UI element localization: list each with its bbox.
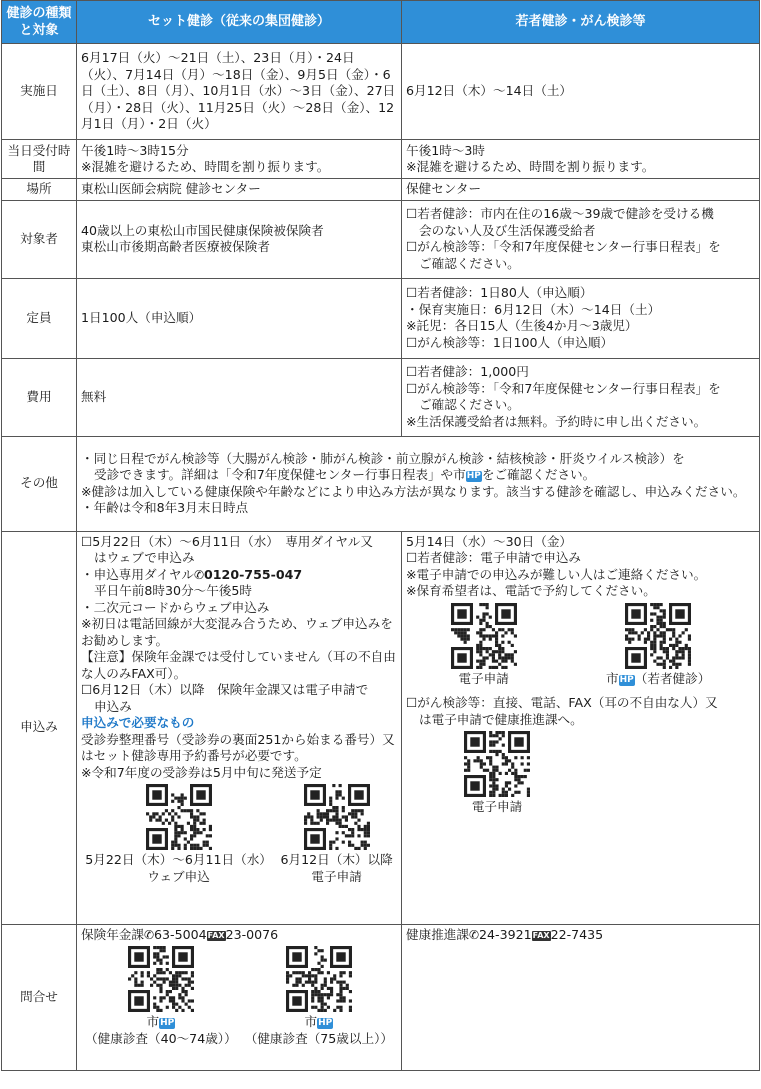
young-capacity-line1: ☐若者健診：1日80人（申込順） (406, 285, 593, 300)
other-line1b-text: 受診できます。詳細は「令和7年度保健センター行事日程表」や市 (94, 467, 466, 482)
set-target-line1: 40歳以上の東松山市国民健康保険被保険者 (81, 222, 324, 238)
hp-badge-icon: HP (318, 1018, 333, 1028)
set-capacity: 1日100人（申込順） (77, 278, 402, 358)
header-type: 健診の種類と対象 (2, 1, 77, 44)
label-fee: 費用 (2, 358, 77, 436)
young-fee-line1: ☐若者健診：1,000円 (406, 364, 529, 379)
other-line1: ・同じ日程でがん検診等（大腸がん検診・肺がん検診・前立腺がん検診・結核検診・肝炎ウイルス検診）を (81, 450, 685, 466)
young-apply-cancer-b: は電子申請で健康推進課へ。 (419, 711, 583, 727)
row-contact (2, 924, 760, 1070)
other-line1c-text: をご確認ください。 (481, 467, 596, 482)
qr-caption-web: ウェブ申込 (147, 868, 210, 884)
young-date: 6月12日（木）～14日（土） (402, 44, 760, 140)
set-apply (77, 531, 402, 924)
young-contact-line (406, 927, 755, 944)
set-contact-qr-40[interactable] (85, 946, 237, 1047)
set-apply-qr-esign[interactable] (281, 784, 393, 885)
set-apply-note: ※初日は電話回線が大変混み合うため、ウェブ申込みをお勧めします。 (81, 616, 393, 648)
qr-code-icon[interactable] (464, 731, 530, 797)
other-line1b (81, 467, 755, 484)
set-apply-qr-row (81, 784, 397, 885)
set-fee: 無料 (77, 358, 402, 436)
row-apply (2, 531, 760, 924)
qr-caption-city: 市 (146, 1014, 160, 1029)
fax-icon: FAX (207, 930, 225, 940)
set-contact-line (81, 927, 397, 944)
young-apply-qr-hp[interactable] (606, 603, 710, 688)
qr-caption-40-74: （健康診査（40～74歳）） (85, 1030, 237, 1046)
checkup-table (1, 0, 760, 1071)
young-apply-cancer: ☐がん検診等：直接、電話、FAX（耳の不自由な人）又 (406, 695, 718, 710)
set-target (77, 200, 402, 278)
set-date: 6月17日（火）～21日（土）、23日（月）・24日（火）、7月14日（月）～18日（金）、9月5日（金）・6日（土）、8日（月）、10月1日（水）～3日（金）、27日（月）・28日（火）、11月25日（火）～28日（金）、12月1日（月）・2日（火） (77, 44, 402, 140)
qr-code-icon[interactable] (128, 946, 194, 1012)
qr-code-icon[interactable] (146, 784, 212, 850)
row-time (2, 140, 760, 179)
young-apply-qr-row2 (406, 731, 755, 816)
set-apply-dial-label: ・申込専用ダイヤル (81, 566, 194, 582)
young-time (402, 140, 760, 179)
young-capacity-line3: ※託児：各日15人（生後4か月～3歳児） (406, 318, 638, 333)
qr-caption-date: 5月22日（木）～6月11日（水） (85, 852, 272, 867)
young-time-hours: 午後1時～3時 (406, 142, 485, 158)
set-apply-l1: ☐5月22日（木）～6月11日（水） 専用ダイヤル又 (81, 533, 373, 549)
young-target-line2: ☐がん検診等：「令和7年度保健センター行事日程表」を (406, 239, 721, 254)
other-line2: ※健診は加入している健康保険や年齢などにより申込み方法が異なります。該当する健診を確認し、申込みください。 (81, 483, 746, 499)
set-apply-qr-web[interactable] (85, 784, 272, 885)
young-capacity-line4: ☐がん検診等：1日100人（申込順） (406, 334, 614, 350)
set-time-hours: 午後1時～3時15分 (81, 142, 189, 158)
label-other: その他 (2, 436, 77, 531)
other-content (77, 436, 760, 531)
set-time-note: ※混雑を避けるため、時間を割り振ります。 (81, 159, 330, 174)
phone-icon: ✆ (193, 567, 205, 582)
young-fee-line3: ※生活保護受給者は無料。予約時に申し出ください。 (406, 413, 707, 429)
header-young-cancer: 若者健診・がん検診等 (402, 1, 760, 44)
row-other (2, 436, 760, 531)
other-line3: ・年齢は令和8年3月末日時点 (81, 500, 249, 515)
phone-icon: ✆ (468, 927, 480, 942)
fax-icon: FAX (532, 930, 550, 940)
set-time (77, 140, 402, 179)
set-apply-dial-number: 0120-755-047 (204, 566, 303, 582)
young-contact-dept: 健康推進課 (406, 926, 469, 942)
young-place: 保健センター (402, 179, 760, 201)
young-apply-period: 5月14日（水）～30日（金） (406, 533, 573, 549)
set-apply-web: ・二次元コードからウェブ申込み (81, 599, 270, 615)
young-apply-l2: ☐若者健診：電子申請で申込み (406, 550, 582, 565)
qr-caption-hp (85, 1014, 237, 1031)
set-apply-dial (81, 567, 397, 584)
row-target (2, 200, 760, 278)
set-contact-dept: 保険年金課 (81, 926, 144, 942)
phone-icon: ✆ (143, 927, 155, 942)
label-apply: 申込み (2, 531, 77, 924)
young-contact-fax: 22-7435 (550, 926, 604, 942)
qr-code-icon[interactable] (304, 784, 370, 850)
young-target (402, 200, 760, 278)
label-date: 実施日 (2, 44, 77, 140)
young-contact (402, 924, 760, 1070)
row-date (2, 44, 760, 140)
young-target-line2b: ご確認ください。 (419, 255, 520, 271)
young-apply-l3: ※電子申請での申込みが難しい人はご連絡ください。 (406, 566, 707, 582)
young-apply-qr-row (406, 603, 755, 688)
qr-caption-75: （健康診査（75歳以上）） (244, 1030, 393, 1046)
young-apply-qr-esign2[interactable] (464, 731, 530, 816)
qr-code-icon[interactable] (451, 603, 517, 669)
row-fee (2, 358, 760, 436)
hp-badge-icon: HP (160, 1018, 175, 1028)
row-place (2, 179, 760, 201)
label-time-text: 当日受付時間 (7, 142, 71, 174)
qr-caption-city: 市 (304, 1014, 318, 1029)
set-contact-tel: 63-5004 (154, 926, 207, 942)
set-apply-need-heading: 申込みで必要なもの (81, 715, 195, 730)
set-contact-qr-75[interactable] (245, 946, 393, 1047)
header-row (2, 1, 760, 44)
set-contact-fax: 23-0076 (225, 926, 279, 942)
hp-badge-icon: HP (466, 471, 481, 481)
set-place: 東松山医師会病院 健診センター (77, 179, 402, 201)
young-fee (402, 358, 760, 436)
set-apply-l1b: はウェブで申込み (94, 550, 195, 565)
qr-caption-hp (245, 1014, 393, 1031)
young-contact-tel: 24-3921 (479, 926, 532, 942)
hp-badge-icon: HP (619, 674, 634, 685)
young-apply (402, 531, 760, 924)
label-capacity: 定員 (2, 278, 77, 358)
qr-code-icon[interactable] (625, 603, 691, 669)
set-apply-l7b: 申込み (94, 698, 132, 714)
qr-caption-date: 6月12日（木）以降 (280, 852, 393, 867)
young-apply-qr-esign[interactable] (451, 603, 517, 688)
set-apply-hours: 平日午前8時30分～午後5時 (94, 583, 252, 598)
set-target-line2: 東松山市後期高齢者医療被保険者 (81, 239, 270, 254)
set-apply-caution: 【注意】保険年金課では受付していません（耳の不自由な人のみFAX可）。 (81, 649, 396, 681)
qr-caption-esign: 電子申請 (471, 799, 523, 814)
set-apply-ticket-note: ※令和7年度の受診券は5月中旬に発送予定 (81, 764, 322, 780)
young-target-line1b: 会のない人及び生活保護受給者 (419, 222, 596, 238)
young-time-note: ※混雑を避けるため、時間を割り振ります。 (406, 159, 655, 174)
young-capacity-line2: ・保育実施日：6月12日（木）～14日（土） (406, 301, 661, 317)
set-apply-l7: ☐6月12日（木）以降 保険年金課又は電子申請で (81, 682, 369, 697)
qr-caption-city: 市 (606, 670, 619, 686)
label-place: 場所 (2, 179, 77, 201)
header-set-checkup: セット健診（従来の集団健診） (77, 1, 402, 44)
label-contact: 問合せ (2, 924, 77, 1070)
row-capacity (2, 278, 760, 358)
young-apply-l4: ※保育希望者は、電話で予約してください。 (406, 583, 656, 598)
label-target: 対象者 (2, 200, 77, 278)
young-capacity (402, 278, 760, 358)
qr-caption-hp (606, 671, 710, 688)
young-fee-line2b: ご確認ください。 (419, 397, 520, 412)
qr-caption-young: （若者健診） (634, 670, 711, 686)
qr-caption-esign: 電子申請 (311, 868, 362, 884)
set-contact-qr-row (81, 946, 397, 1047)
young-target-line1: ☐若者健診：市内在住の16歳～39歳で健診を受ける機 (406, 206, 714, 221)
set-apply-need-text: 受診券整理番号（受診券の裏面251から始まる番号）又はセット健診専用予約番号が必要です。 (81, 731, 395, 763)
label-time (2, 140, 77, 179)
set-contact (77, 924, 402, 1070)
qr-code-icon[interactable] (286, 946, 352, 1012)
qr-caption-esign: 電子申請 (458, 670, 509, 686)
young-fee-line2: ☐がん検診等：「令和7年度保健センター行事日程表」を (406, 380, 721, 396)
